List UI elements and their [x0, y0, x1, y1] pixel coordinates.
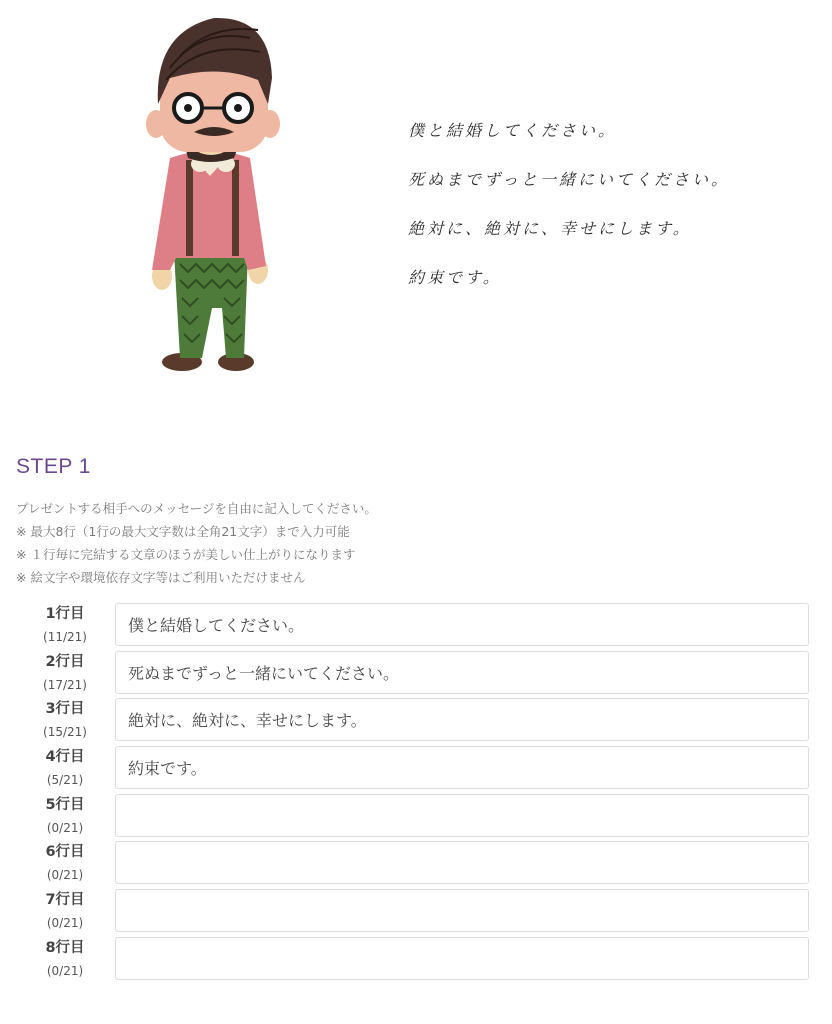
row-label-group: [16, 840, 114, 885]
character-count: (0/21): [46, 868, 84, 883]
line-2-input[interactable]: [115, 651, 809, 694]
row-label: 7行目: [45, 892, 85, 909]
character-count: (17/21): [43, 677, 87, 692]
line-6-input[interactable]: [115, 841, 809, 884]
message-row-1: [16, 602, 812, 650]
line-3-input[interactable]: [115, 698, 809, 741]
row-label: 6行目: [45, 844, 85, 861]
instruction-line-2: ※ 最大8行（1行の最大文字数は全角21文字）まで入力可能: [16, 524, 350, 539]
preview-line-2: 死ぬまでずっと一緒にいてください。: [408, 170, 731, 189]
character-count: (15/21): [43, 725, 87, 740]
preview-line-4: 約束です。: [408, 268, 502, 287]
row-label-group: [16, 936, 114, 981]
message-row-8: [16, 936, 812, 984]
row-label-group: [16, 745, 114, 790]
message-form: [16, 602, 812, 984]
preview-line-3: 絶対に、絶対に、幸せにします。: [408, 219, 692, 238]
line-8-input[interactable]: [115, 937, 809, 980]
character-count: (0/21): [46, 916, 84, 931]
instruction-line-1: プレゼントする相手へのメッセージを自由に記入してください。: [16, 501, 377, 516]
preview-line-1: 僕と結婚してください。: [408, 121, 618, 140]
handwritten-message-preview: [408, 118, 730, 314]
message-row-5: [16, 793, 812, 841]
character-count: (0/21): [46, 963, 84, 978]
line-4-input[interactable]: [115, 746, 809, 789]
row-label: 8行目: [45, 939, 85, 956]
instructions: [16, 497, 377, 589]
instruction-line-4: ※ 絵文字や環境依存文字等はご利用いただけません: [16, 570, 306, 585]
row-label-group: [16, 888, 114, 933]
row-label: 4行目: [45, 749, 85, 766]
row-label-group: [16, 602, 114, 647]
message-row-3: [16, 697, 812, 745]
character-count: (5/21): [46, 773, 84, 788]
message-row-2: [16, 650, 812, 698]
groom-character-illustration: [130, 8, 290, 380]
line-1-input[interactable]: [115, 603, 809, 646]
row-label-group: [16, 650, 114, 695]
row-label: 3行目: [45, 701, 85, 718]
message-row-6: [16, 840, 812, 888]
row-label: 5行目: [45, 796, 85, 813]
row-label-group: [16, 793, 114, 838]
character-count: (0/21): [46, 820, 84, 835]
character-count: (11/21): [43, 630, 87, 644]
message-row-7: [16, 888, 812, 936]
step-title: STEP 1: [16, 455, 91, 478]
instruction-line-3: ※ １行毎に完結する文章のほうが美しい仕上がりになります: [16, 547, 356, 562]
message-preview-area: [0, 0, 832, 420]
row-label: 2行目: [45, 653, 85, 670]
row-label: 1行目: [45, 606, 85, 622]
message-row-4: [16, 745, 812, 793]
row-label-group: [16, 697, 114, 742]
line-7-input[interactable]: [115, 889, 809, 932]
line-5-input[interactable]: [115, 794, 809, 837]
